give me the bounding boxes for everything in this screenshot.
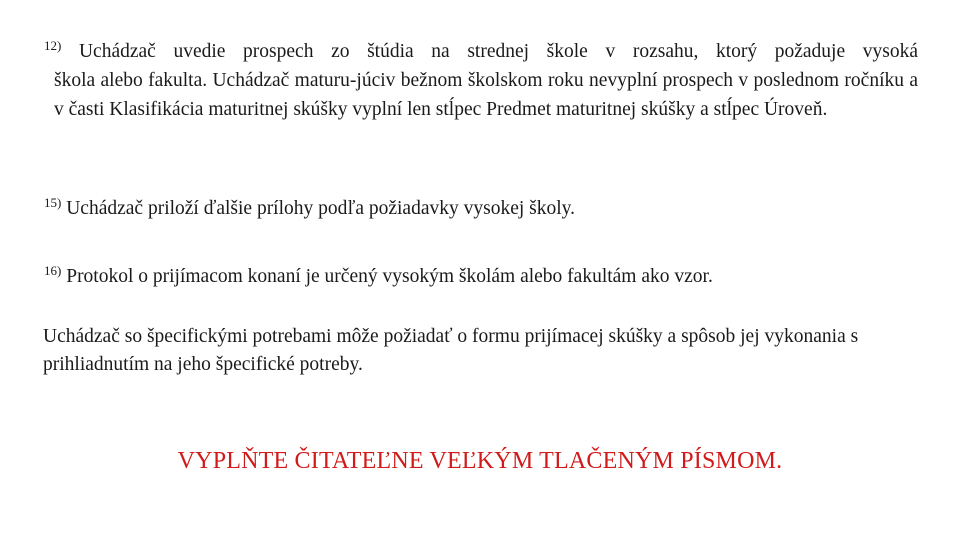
footnote-16-marker: 16) — [44, 263, 62, 278]
footnote-16-text: Protokol o prijímacom konaní je určený vysokým školám alebo fakultám ako vzor. — [66, 266, 713, 287]
footnote-12-continuation: škola alebo fakulta. Uchádzač maturu-júciv bežnom školskom roku nevyplní prospech v poslednom ročníku a v časti Klasifikácia maturitnej skúšky vyplní len stĺpec Predmet maturitnej skúšky a stĺpec Úroveň. — [54, 70, 918, 120]
fill-in-warning: VYPLŇTE ČITATEĽNE VEĽKÝM TLAČENÝM PÍSMOM. — [177, 448, 783, 474]
footnote-16 — [44, 262, 924, 291]
footnote-15-marker: 15) — [44, 195, 62, 210]
footnote-12-marker: 12) — [44, 38, 62, 53]
footnote-15-text: Uchádzač priloží ďalšie prílohy podľa požiadavky vysokej školy. — [66, 198, 576, 219]
footnote-12-first-line — [44, 37, 918, 66]
footnote-12-first-text: Uchádzač uvedie prospech zo štúdia na strednej škole v rozsahu, ktorý požaduje vysoká — [78, 41, 919, 62]
footnote-12 — [44, 37, 918, 124]
footnote-15 — [44, 194, 924, 223]
special-needs-paragraph: Uchádzač so špecifickými potrebami môže požiadať o formu prijímacej skúšky a spôsob jej vykonania s prihliadnutím na jeho špecifické potreby. — [43, 326, 859, 375]
